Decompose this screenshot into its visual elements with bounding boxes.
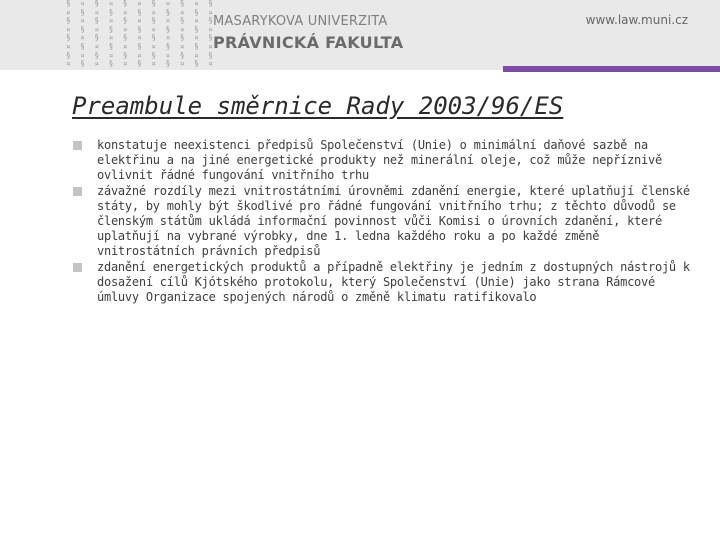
accent-bar (503, 66, 720, 72)
square-bullet-icon (73, 141, 82, 150)
bullet-item (72, 184, 692, 260)
slide-title: Preambule směrnice Rady 2003/96/ES (72, 92, 564, 120)
bullet-item (72, 138, 692, 184)
bullet-text: zdanění energetických produktů a případně elektřiny je jedním z dostupných nástrojů k dosažení cílů Kjótského protokolu, který Společenství (Unie) jako strana Rámcové úmluvy Organizace spojených národů o změně klimatu ratifikovalo (97, 259, 690, 305)
logo-pattern: § ¤ § ¤ § ¤ § ¤ § ¤ § ¤ § ¤ § ¤ § ¤ § ¤ § ¤ § ¤ § ¤ § ¤ § ¤ § ¤ § ¤ § ¤ § ¤ § ¤ § ¤ § ¤ § ¤ § ¤ § ¤ § ¤ § ¤ § ¤ § ¤ § ¤ § ¤ § ¤ § ¤ § ¤ § ¤ § ¤ § ¤ § ¤ § ¤ § ¤ § ¤ § ¤ § ¤ § ¤ (66, 0, 216, 69)
square-bullet-icon (73, 187, 82, 196)
bullet-text: závažné rozdíly mezi vnitrostátními úrovněmi zdanění energie, které uplatňují členské státy, by mohly být škodlivé pro řádné fungování vnitřního trhu; z těchto důvodů se členským státům ukládá informační povinnost vůči Komisi o úrovních zdanění, které uplatňují na vybrané výrobky, dne 1. ledna každého roku a po každé změně vnitrostátních právních předpisů (97, 183, 690, 259)
header-bar (0, 0, 720, 70)
square-bullet-icon (73, 263, 82, 272)
bullet-list (72, 138, 692, 305)
faculty-name: PRÁVNICKÁ FAKULTA (213, 33, 404, 52)
site-url[interactable]: www.law.muni.cz (585, 13, 688, 27)
bullet-text: konstatuje neexistenci předpisů Společenství (Unie) o minimální daňové sazbě na elektřinu a na jiné energetické produkty než minerální oleje, což může nepříznivě ovlivnit řádné fungování vnitřního trhu (97, 138, 662, 183)
bullet-item (72, 260, 692, 306)
university-name: MASARYKOVA UNIVERZITA (213, 14, 388, 29)
